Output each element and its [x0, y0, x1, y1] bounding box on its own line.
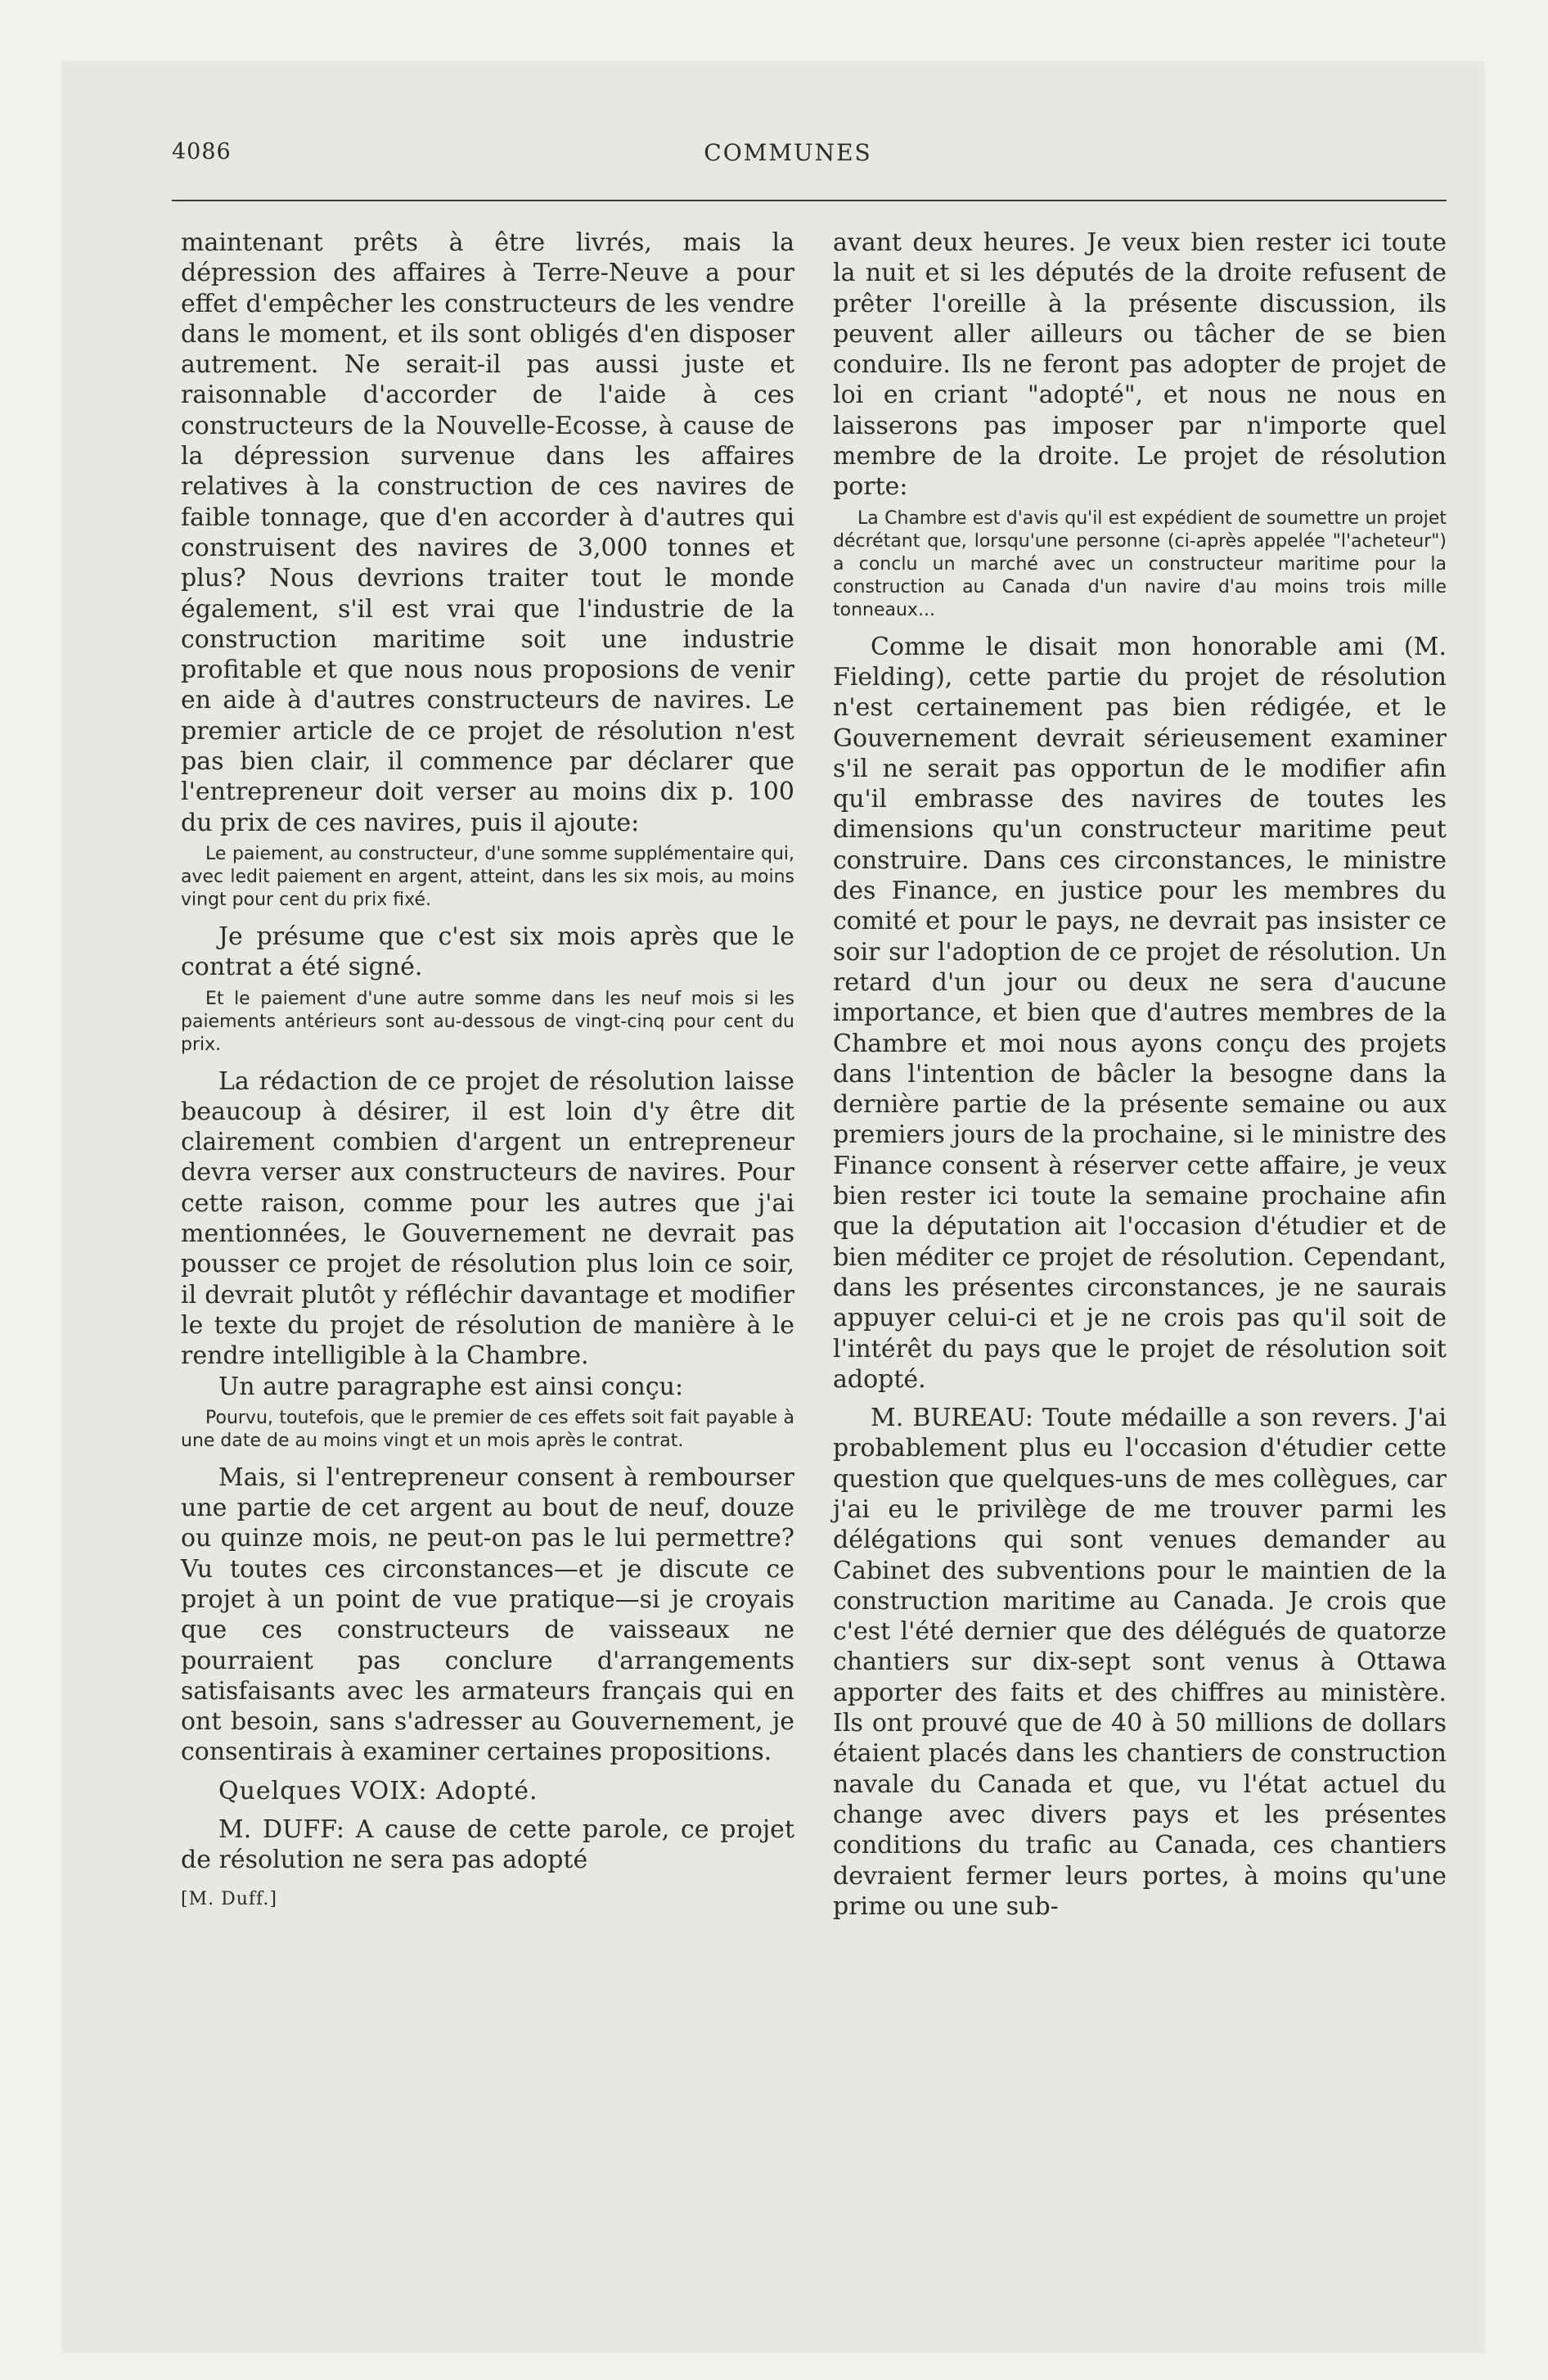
- page-header: [129, 139, 1447, 178]
- right-column: [833, 228, 1447, 1922]
- speaker-paragraph: Quelques VOIX: Adopté.: [218, 1776, 538, 1805]
- paragraph: La rédaction de ce projet de résolution laisse beaucoup à désirer, il est loin d'y être dit clairement combien d'argent un entrepreneur devra verser aux constructeurs de navires. Pour cette raison, comme pour les autres que j'ai mentionnées, le Gouvernement ne devrait pas pousser ce projet de résolution plus loin ce soir, il devrait plutôt y réfléchir davantage et modifier le texte du projet de résolution de manière à le rendre intelligible à la Chambre.: [181, 1066, 794, 1371]
- left-column: [181, 228, 794, 1914]
- quoted-text: La Chambre est d'avis qu'il est expédient de soumettre un projet décrétant que, lorsqu'une personne (ci-après appelée "l'acheteur") a conclu un marché avec un constructeur maritime pour la construction au Canada d'un navire d'au moins trois mille tonneaux...: [833, 507, 1447, 620]
- paragraph: Mais, si l'entrepreneur consent à rembourser une partie de cet argent au bout de neuf, douze ou quinze mois, ne peut-on pas le lui permettre? Vu toutes ces circonstances—et je discute ce projet à un point de vue pratique—si je croyais que ces constructeurs de vaisseaux ne pourraient pas conclure d'arrangements satisfaisants avec les armateurs français qui en ont besoin, sans s'adresser au Gouvernement, je consentirais à examiner certaines propositions.: [181, 1463, 794, 1767]
- quoted-text: Le paiement, au constructeur, d'une somme supplémentaire qui, avec ledit paiement en argent, atteint, dans les six mois, au moins vingt pour cent du prix fixé.: [181, 843, 794, 910]
- speaker-paragraph: M. BUREAU: Toute médaille a son revers. J'ai probablement plus eu l'occasion d'étudier cette question que quelques-uns de mes collègues, car j'ai eu le privilège de me trouver parmi les délégations qui sont venues demander au Cabinet des subventions pour le maintien de la construction maritime au Canada. Je crois que c'est l'été dernier que des délégués de quatorze chantiers sur dix-sept sont venus à Ottawa apporter des faits et des chiffres au ministère. Ils ont prouvé que de 40 à 50 millions de dollars étaient placés dans les chantiers de construction navale du Canada et que, vu l'état actuel du change avec divers pays et les présentes conditions du trafic au Canada, ces chantiers devraient fermer leurs portes, à moins qu'une prime ou une sub-: [833, 1404, 1447, 1921]
- quoted-text: Et le paiement d'une autre somme dans les neuf mois si les paiements antérieurs sont au-dessous de vingt-cinq pour cent du prix.: [181, 988, 794, 1055]
- paragraph: avant deux heures. Je veux bien rester ici toute la nuit et si les députés de la droite refusent de prêter l'oreille à la présente discussion, ils peuvent aller ailleurs ou tâcher de se bien conduire. Ils ne feront pas adopter de projet de loi en criant "adopté", et nous ne nous en laisserons pas imposer par n'importe quel membre de la droite. Le projet de résolution porte:: [833, 228, 1447, 502]
- page-number: 4086: [172, 139, 232, 165]
- paragraph: Comme le disait mon honorable ami (M. Fielding), cette partie du projet de résolution n'est certainement pas bien rédigée, et le Gouvernement devrait sérieusement examiner s'il ne serait pas opportun de le modifier afin qu'il embrasse des navires de toutes les dimensions qu'un constructeur maritime peut construire. Dans ces circonstances, le ministre des Finance, en justice pour les membres du comité et pour le pays, ne devrait pas insister ce soir sur l'adoption de ce projet de résolution. Un retard d'un jour ou deux ne sera d'aucune importance, et bien que d'autres membres de la Chambre et moi nous ayons conçu des projets dans l'intention de bâcler la besogne dans la dernière partie de la présente semaine ou aux premiers jours de la prochaine, si le ministre des Finance consent à réserver cette affaire, je veux bien rester ici toute la semaine prochaine afin que la députation ait l'occasion d'étudier et de bien méditer ce projet de résolution. Cependant, dans les présentes circonstances, je ne saurais appuyer celui-ci et je ne crois pas qu'il soit de l'intérêt du pays que le projet de résolution soit adopté.: [833, 632, 1447, 1394]
- speaker-paragraph: M. DUFF: A cause de cette parole, ce projet de résolution ne sera pas adopté: [181, 1815, 794, 1875]
- paragraph: Je présume que c'est six mois après que le contrat a été signé.: [181, 922, 794, 982]
- paragraph: maintenant prêts à être livrés, mais la dépression des affaires à Terre-Neuve a pour effet d'empêcher les constructeurs de les vendre dans le moment, et ils sont obligés d'en disposer autrement. Ne serait-il pas aussi juste et raisonnable d'accorder de l'aide à ces constructeurs de la Nouvelle-Ecosse, à cause de la dépression survenue dans les affaires relatives à la construction de ces navires de faible tonnage, que d'en accorder à d'autres qui construisent des navires de 3,000 tonnes et plus? Nous devrions traiter tout le monde également, s'il est vrai que l'industrie de la construction maritime soit une industrie profitable et que nous nous proposions de venir en aide à d'autres constructeurs de navires. Le premier article de ce projet de résolution n'est pas bien clair, il commence par déclarer que l'entrepreneur doit verser au moins dix p. 100 du prix de ces navires, puis il ajoute:: [181, 228, 794, 837]
- speaker-footer: [M. Duff.]: [181, 1888, 277, 1909]
- quoted-text: Pourvu, toutefois, que le premier de ces effets soit fait payable à une date de au moins vingt et un mois après le contrat.: [181, 1407, 794, 1451]
- running-head: COMMUNES: [704, 139, 872, 166]
- paragraph: Un autre paragraphe est ainsi conçu:: [218, 1372, 684, 1401]
- header-rule: [172, 200, 1447, 201]
